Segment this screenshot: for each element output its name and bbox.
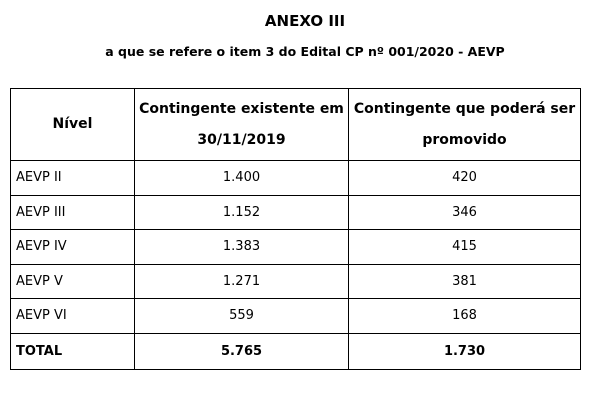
- table-row: [11, 161, 581, 196]
- cell-promotable: 381: [349, 264, 581, 299]
- cell-level: AEVP II: [11, 161, 135, 196]
- table-row: [11, 195, 581, 230]
- header-nivel: Nível: [11, 89, 135, 161]
- table-total-row: [11, 333, 581, 369]
- cell-existing: 559: [135, 299, 349, 334]
- cell-existing: 1.383: [135, 230, 349, 265]
- cell-level: AEVP III: [11, 195, 135, 230]
- page-subtitle: a que se refere o item 3 do Edital CP nº 001/2020 - AEVP: [105, 44, 505, 59]
- total-existing: 5.765: [135, 333, 349, 369]
- table-row: [11, 299, 581, 334]
- cell-level: AEVP V: [11, 264, 135, 299]
- table-row: [11, 230, 581, 265]
- total-promotable: 1.730: [349, 333, 581, 369]
- cell-level: AEVP IV: [11, 230, 135, 265]
- header-contingente-existente: Contingente existente em 30/11/2019: [135, 89, 349, 161]
- cell-existing: 1.271: [135, 264, 349, 299]
- cell-promotable: 168: [349, 299, 581, 334]
- cell-promotable: 415: [349, 230, 581, 265]
- cell-promotable: 420: [349, 161, 581, 196]
- table-header-row: [11, 89, 581, 161]
- total-label: TOTAL: [11, 333, 135, 369]
- cell-existing: 1.152: [135, 195, 349, 230]
- cell-level: AEVP VI: [11, 299, 135, 334]
- cell-promotable: 346: [349, 195, 581, 230]
- contingent-table: [10, 88, 581, 370]
- table-row: [11, 264, 581, 299]
- header-contingente-promovido: Contingente que poderá ser promovido: [349, 89, 581, 161]
- page-title: ANEXO III: [264, 12, 346, 30]
- cell-existing: 1.400: [135, 161, 349, 196]
